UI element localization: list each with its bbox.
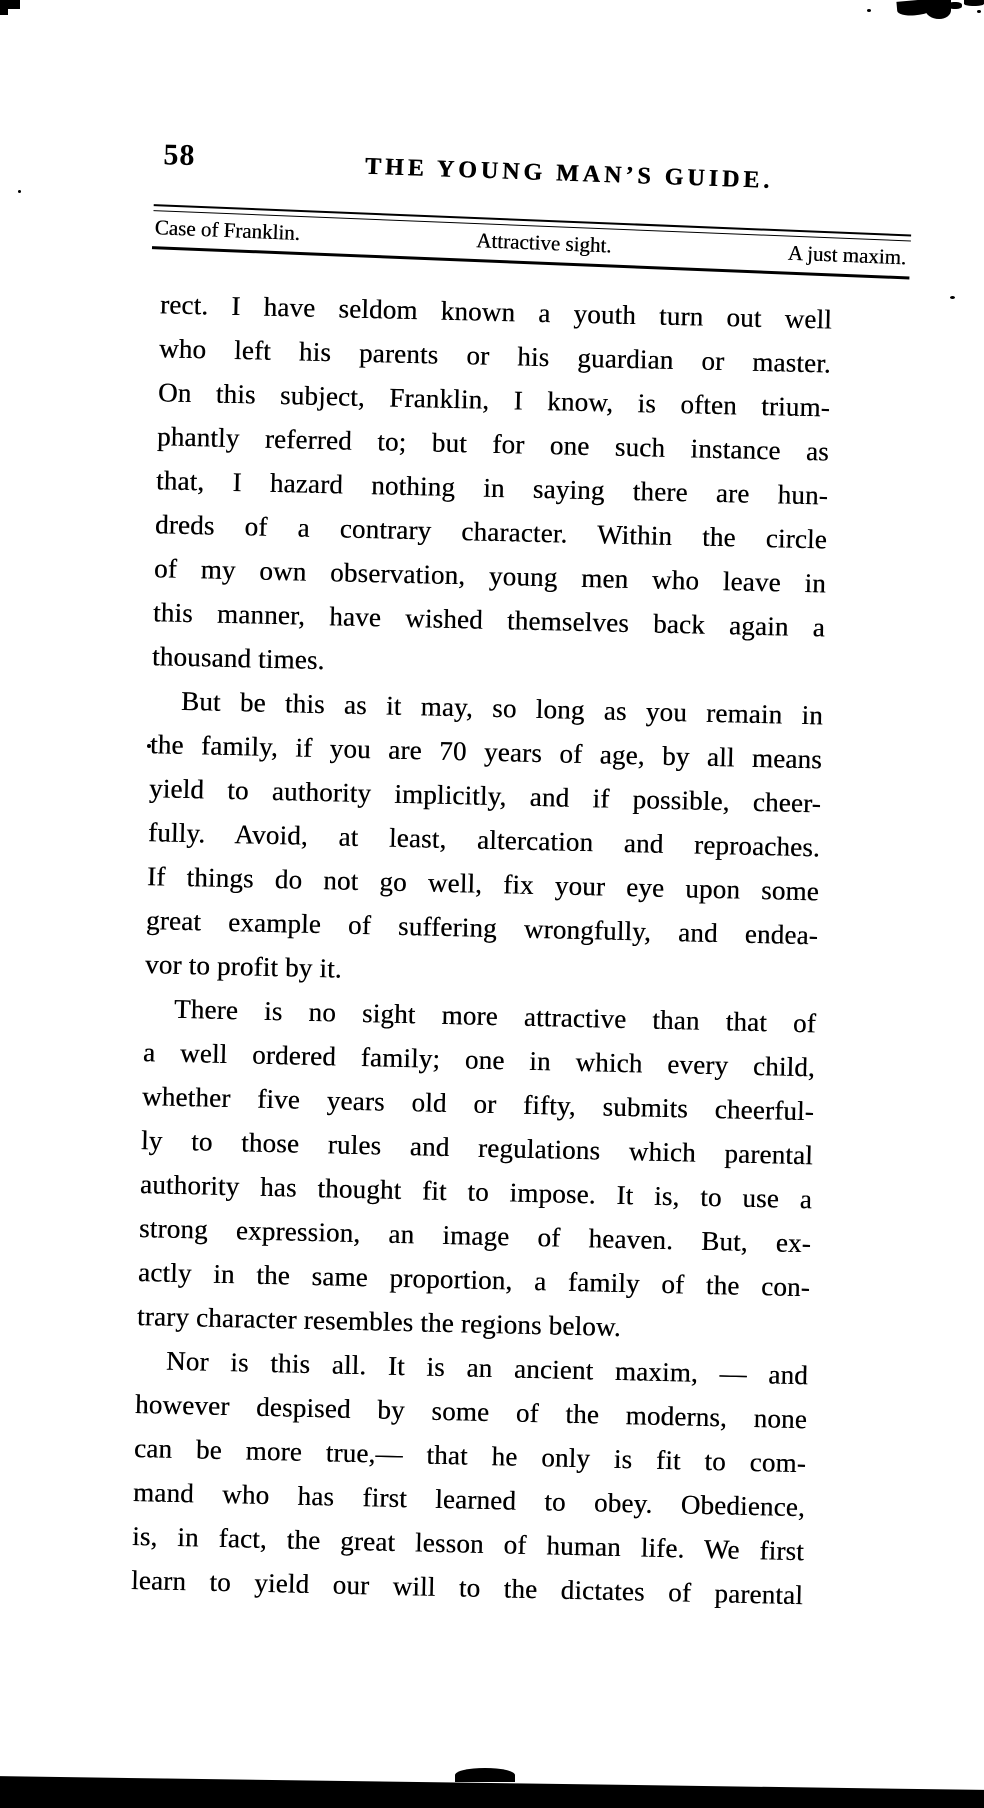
- paragraph: [145, 678, 824, 1001]
- text-line: actly in the same proportion, a family of the con-: [137, 1257, 811, 1303]
- text-line: trary character resembles the regions below.: [136, 1301, 622, 1342]
- text-line: however despised by some of the moderns, none: [134, 1388, 808, 1435]
- paragraph: [137, 986, 817, 1353]
- text-line: a well ordered family; one in which every child,: [142, 1037, 816, 1083]
- text-line: On this subject, Franklin, I know, is often trium-: [157, 377, 831, 423]
- text-line: the family, if you are 70 years of age, by all means: [149, 729, 823, 775]
- scan-ink-smudge-top-right: [964, 0, 984, 6]
- text-line: Nor is this all. It is an ancient maxim, — and: [165, 1345, 809, 1391]
- text-line: There is no sight more attractive than that of: [173, 993, 817, 1039]
- text-line: thousand times.: [151, 641, 325, 676]
- text-line: yield to authority implicitly, and if possible, cheer-: [148, 773, 822, 819]
- text-line: is, in fact, the great lesson of human life. We first: [131, 1520, 805, 1567]
- page-content: [130, 132, 940, 1611]
- text-line: great example of suffering wrongfully, and endea-: [145, 905, 819, 951]
- text-line: mand who has first learned to obey. Obedience,: [132, 1476, 806, 1523]
- text-line: If things do not go well, fix your eye upon some: [146, 861, 820, 907]
- running-head-left: Case of Franklin.: [154, 215, 301, 245]
- scan-smudge-top-left: [0, 0, 20, 9]
- paragraph: [152, 282, 833, 693]
- scan-speck: [18, 190, 21, 193]
- text-line: fully. Avoid, at least, altercation and reproaches.: [147, 817, 821, 863]
- text-line: learn to yield our will to the dictates of parental: [130, 1564, 804, 1611]
- running-head-center: Attractive sight.: [475, 228, 612, 258]
- scan-smudge-top-left: [0, 9, 8, 15]
- text-line: whether five years old or fifty, submits cheerful-: [141, 1081, 815, 1127]
- text-line: that, I hazard nothing in saying there are hun-: [155, 465, 829, 511]
- text-line: rect. I have seldom known a youth turn out well: [159, 289, 833, 335]
- scan-speck: [950, 296, 955, 299]
- text-line: who left his parents or his guardian or master.: [158, 333, 832, 379]
- text-line: of my own observation, young men who leave in: [153, 553, 827, 599]
- text-line: authority has thought fit to impose. It is, to use a: [139, 1169, 813, 1215]
- text-line: strong expression, an image of heaven. But, ex-: [138, 1213, 812, 1259]
- scan-speck: [867, 9, 871, 12]
- text-line: dreds of a contrary character. Within the circle: [154, 509, 828, 555]
- paragraph: [131, 1338, 809, 1617]
- scan-ink-smudge-top-right: [925, 0, 951, 19]
- scan-ink-smudge-top-right: [948, 2, 962, 9]
- page-body: [131, 282, 833, 1617]
- text-line: But be this as it may, so long as you remain in: [180, 685, 824, 731]
- text-line: phantly referred to; but for one such instance as: [156, 421, 830, 467]
- text-line: this manner, have wished themselves back again a: [152, 597, 826, 643]
- book-title: THE YOUNG MAN’S GUIDE.: [364, 153, 774, 194]
- running-head-band: [152, 204, 911, 279]
- scan-strip-bump: [455, 1768, 515, 1782]
- text-line: vor to profit by it.: [144, 949, 343, 984]
- text-line: can be more true,— that he only is fit to com-: [133, 1432, 807, 1479]
- text-line: ly to those rules and regulations which parental: [140, 1125, 814, 1171]
- running-head-right: A just maxim.: [787, 240, 907, 270]
- page-number: 58: [163, 138, 196, 173]
- scan-speck: [977, 10, 981, 13]
